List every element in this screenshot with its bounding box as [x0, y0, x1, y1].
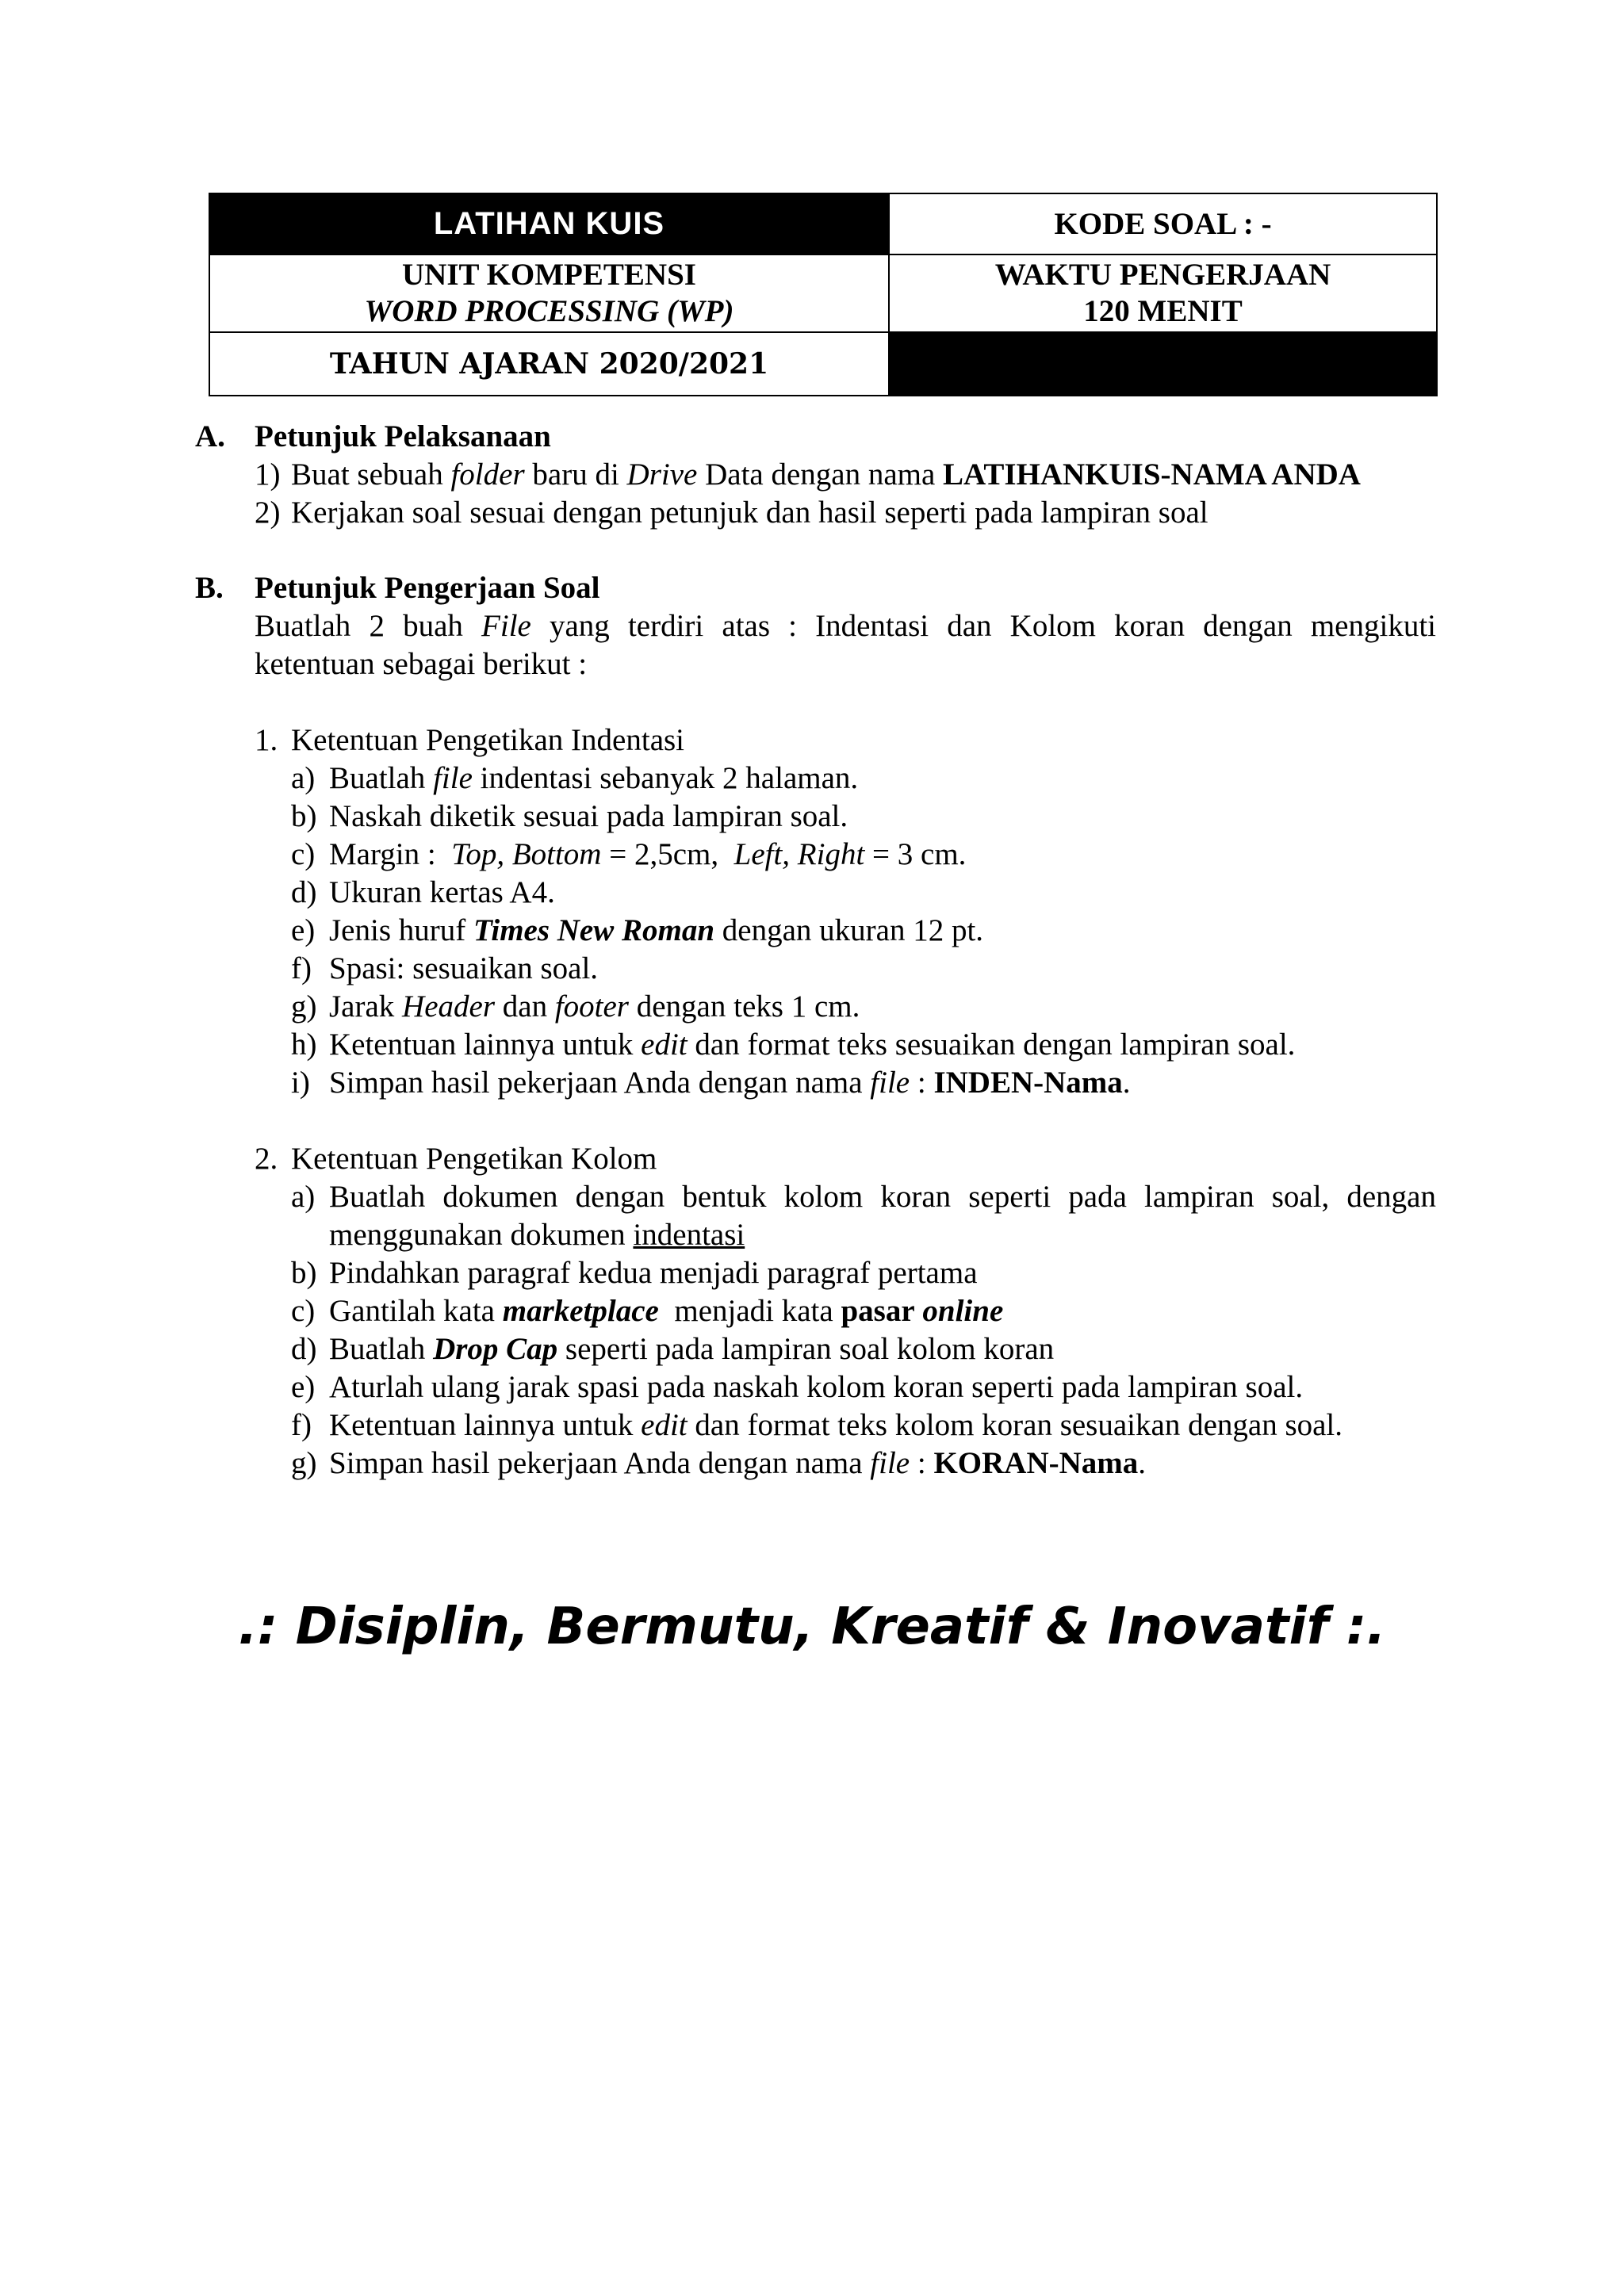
motto: .: Disiplin, Bermutu, Kreatif & Inovatif :.: [238, 1598, 1386, 1656]
blank-black-cell: [889, 332, 1437, 396]
list-item: c) Gantilah kata marketplace menjadi kata pasar online: [291, 1294, 1004, 1328]
tahun-cell: [209, 332, 889, 396]
header-table: [209, 193, 1438, 396]
group-heading: 2. Ketentuan Pengetikan Kolom: [255, 1142, 657, 1176]
kode-soal-cell: [889, 193, 1437, 254]
list-item: g) Jarak Header dan footer dengan teks 1 cm.: [291, 989, 860, 1024]
waktu-value: 120 MENIT: [1083, 294, 1243, 328]
section-title: Petunjuk Pelaksanaan: [255, 419, 551, 453]
list-item: a) Buatlah file indentasi sebanyak 2 halaman.: [291, 761, 859, 795]
waktu-label: WAKTU PENGERJAAN: [994, 258, 1331, 292]
list-item: b) Pindahkan paragraf kedua menjadi paragraf pertama: [291, 1256, 978, 1290]
section-a-heading: [195, 418, 551, 456]
list-item: 1) Buat sebuah folder baru di Drive Data dengan nama LATIHANKUIS-NAMA ANDA: [255, 456, 1361, 494]
waktu-cell: [889, 254, 1437, 332]
tahun-ajaran: TAHUN AJARAN 2020/2021: [329, 347, 769, 381]
unit-label: UNIT KOMPETENSI: [402, 258, 696, 292]
section-letter: A.: [195, 419, 225, 453]
list-item: d) Ukuran kertas A4.: [291, 875, 555, 909]
list-item: a) Buatlah dokumen dengan bentuk kolom koran seperti pada lampiran soal, dengan menggunakan dokumen indentasi: [291, 1180, 1436, 1252]
intro-paragraph: Buatlah 2 buah File yang terdiri atas : Indentasi dan Kolom koran dengan mengikuti: [255, 609, 1436, 643]
list-item: f) Spasi: sesuaikan soal.: [291, 951, 599, 985]
section-title: Petunjuk Pengerjaan Soal: [255, 571, 600, 605]
list-item: h) Ketentuan lainnya untuk edit dan format teks sesuaikan dengan lampiran soal.: [291, 1027, 1296, 1062]
section-b-heading: [195, 569, 600, 607]
list-item: c) Margin : Top, Bottom = 2,5cm, Left, Right = 3 cm.: [291, 837, 967, 871]
list-item: d) Buatlah Drop Cap seperti pada lampiran soal kolom koran: [291, 1332, 1055, 1366]
unit-name: WORD PROCESSING (WP): [364, 294, 734, 328]
section-letter: B.: [195, 571, 224, 605]
group-heading: 1. Ketentuan Pengetikan Indentasi: [255, 723, 685, 757]
list-item: g) Simpan hasil pekerjaan Anda dengan nama file : KORAN-Nama.: [291, 1446, 1147, 1480]
item-number: 2): [255, 496, 281, 530]
kode-soal: KODE SOAL : -: [1054, 207, 1272, 241]
list-item: 2) Kerjakan soal sesuai dengan petunjuk dan hasil seperti pada lampiran soal: [255, 494, 1208, 532]
list-item: i) Simpan hasil pekerjaan Anda dengan nama file : INDEN-Nama.: [291, 1066, 1131, 1100]
quiz-title: LATIHAN KUIS: [433, 206, 665, 241]
unit-cell: [209, 254, 889, 332]
list-item: e) Jenis huruf Times New Roman dengan ukuran 12 pt.: [291, 913, 984, 947]
title-cell: [209, 193, 889, 254]
item-number: 1): [255, 457, 281, 492]
list-item: f) Ketentuan lainnya untuk edit dan format teks kolom koran sesuaikan dengan soal.: [291, 1408, 1343, 1442]
list-item: b) Naskah diketik sesuai pada lampiran soal.: [291, 799, 848, 833]
list-item: e) Aturlah ulang jarak spasi pada naskah kolom koran seperti pada lampiran soal.: [291, 1370, 1304, 1404]
intro-paragraph-line2: ketentuan sebagai berikut :: [255, 647, 588, 681]
